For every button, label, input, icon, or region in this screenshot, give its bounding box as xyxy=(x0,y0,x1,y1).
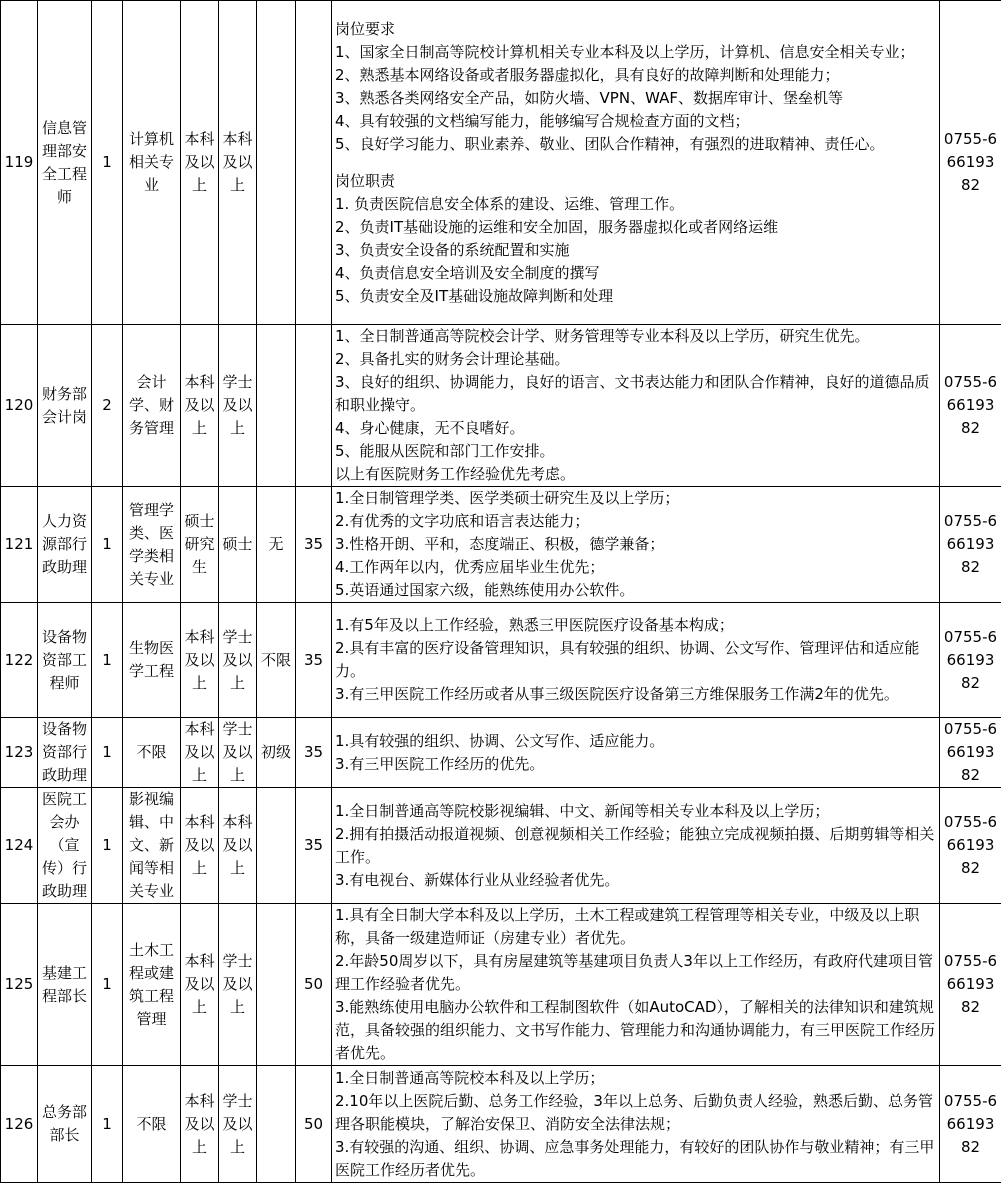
age-limit-cell: 35 xyxy=(296,788,332,904)
age-limit-cell: 35 xyxy=(296,487,332,603)
requirements-cell xyxy=(332,718,940,788)
requirement-line: 以上有医院财务工作经验优先考虑。 xyxy=(335,463,936,486)
degree-cell: 硕士 xyxy=(219,487,257,603)
requirement-line: 3.有三甲医院工作经历的优先。 xyxy=(335,753,936,776)
position-name-cell: 总务部部长 xyxy=(38,1066,92,1183)
job-number-cell: 122 xyxy=(1,603,38,718)
headcount-cell: 1 xyxy=(92,1,123,325)
headcount-cell: 1 xyxy=(92,603,123,718)
position-name-cell: 基建工程部长 xyxy=(38,904,92,1066)
requirement-line: 1、全日制普通高等院校会计学、财务管理等专业本科及以上学历，研究生优先。 xyxy=(335,325,936,348)
age-limit-cell: 35 xyxy=(296,718,332,788)
major-cell: 管理学类、医学类相关专业 xyxy=(123,487,181,603)
requirement-line: 1.有5年及以上工作经验，熟悉三甲医院医疗设备基本构成； xyxy=(335,614,936,637)
degree-cell: 学士及以上 xyxy=(219,1066,257,1183)
contact-phone-cell: 0755-66619382 xyxy=(940,325,1001,487)
requirement-line: 5、能服从医院和部门工作安排。 xyxy=(335,440,936,463)
requirement-line: 5、负责安全及IT基础设施故障判断和处理 xyxy=(335,285,936,308)
requirement-line: 1.全日制管理学类、医学类硕士研究生及以上学历； xyxy=(335,487,936,510)
requirement-line: 2.年龄50周岁以下，具有房屋建筑等基建项目负责人3年以上工作经历，有政府代建项目管理工作经验者优先。 xyxy=(335,950,936,996)
requirement-line: 3.能熟练使用电脑办公软件和工程制图软件（如AutoCAD），了解相关的法律知识和建筑规范，具备较强的组织能力、文书写作能力、管理能力和沟通协调能力，有三甲医院工作经历者优先。 xyxy=(335,996,936,1065)
professional-title-cell: 无 xyxy=(257,487,296,603)
requirement-line: 岗位要求 xyxy=(335,18,936,41)
requirement-line: 4、身心健康，无不良嗜好。 xyxy=(335,417,936,440)
headcount-cell: 1 xyxy=(92,718,123,788)
professional-title-cell xyxy=(257,904,296,1066)
requirement-line: 岗位职责 xyxy=(335,170,936,193)
education-cell: 本科及以上 xyxy=(181,1,219,325)
degree-cell: 本科及以上 xyxy=(219,788,257,904)
major-cell: 土木工程或建筑工程管理 xyxy=(123,904,181,1066)
requirement-line: 2、负责IT基础设施的运维和安全加固，服务器虚拟化或者网络运维 xyxy=(335,216,936,239)
contact-phone-cell: 0755-66619382 xyxy=(940,487,1001,603)
position-name-cell: 设备物资部行政助理 xyxy=(38,718,92,788)
table-row xyxy=(1,603,1001,718)
requirement-line: 2.拥有拍摄活动报道视频、创意视频相关工作经验；能独立完成视频拍摄、后期剪辑等相关工作。 xyxy=(335,823,936,869)
professional-title-cell xyxy=(257,788,296,904)
age-limit-cell: 50 xyxy=(296,1066,332,1183)
job-number-cell: 123 xyxy=(1,718,38,788)
contact-phone-cell: 0755-66619382 xyxy=(940,904,1001,1066)
job-number-cell: 124 xyxy=(1,788,38,904)
job-number-cell: 126 xyxy=(1,1066,38,1183)
position-name-cell: 财务部会计岗 xyxy=(38,325,92,487)
degree-cell: 学士及以上 xyxy=(219,603,257,718)
professional-title-cell: 初级 xyxy=(257,718,296,788)
education-cell: 本科及以上 xyxy=(181,603,219,718)
requirement-spacer xyxy=(335,156,936,170)
position-name-cell: 信息管理部安全工程师 xyxy=(38,1,92,325)
requirement-line: 3.有较强的沟通、组织、协调、应急事务处理能力，有较好的团队协作与敬业精神；有三甲医院工作经历者优先。 xyxy=(335,1136,936,1182)
table-row xyxy=(1,487,1001,603)
contact-phone-cell: 0755-66619382 xyxy=(940,788,1001,904)
major-cell: 影视编辑、中文、新闻等相关专业 xyxy=(123,788,181,904)
requirements-cell xyxy=(332,325,940,487)
requirement-line: 3.有三甲医院工作经历或者从事三级医院医疗设备第三方维保服务工作满2年的优先。 xyxy=(335,683,936,706)
table-row xyxy=(1,718,1001,788)
headcount-cell: 1 xyxy=(92,904,123,1066)
job-number-cell: 125 xyxy=(1,904,38,1066)
major-cell: 生物医学工程 xyxy=(123,603,181,718)
degree-cell: 学士及以上 xyxy=(219,904,257,1066)
table-row xyxy=(1,325,1001,487)
education-cell: 硕士研究生 xyxy=(181,487,219,603)
contact-phone-cell: 0755-66619382 xyxy=(940,1066,1001,1183)
education-cell: 本科及以上 xyxy=(181,904,219,1066)
requirement-line: 4、具有较强的文档编写能力，能够编写合规检查方面的文档； xyxy=(335,110,936,133)
education-cell: 本科及以上 xyxy=(181,325,219,487)
education-cell: 本科及以上 xyxy=(181,788,219,904)
degree-cell: 学士及以上 xyxy=(219,325,257,487)
job-number-cell: 121 xyxy=(1,487,38,603)
education-cell: 本科及以上 xyxy=(181,718,219,788)
requirement-line: 3.有电视台、新媒体行业从业经验者优先。 xyxy=(335,869,936,892)
requirements-cell xyxy=(332,487,940,603)
requirements-cell xyxy=(332,904,940,1066)
requirement-line: 1.具有较强的组织、协调、公文写作、适应能力。 xyxy=(335,730,936,753)
professional-title-cell xyxy=(257,1,296,325)
requirement-line: 1.全日制普通高等院校影视编辑、中文、新闻等相关专业本科及以上学历； xyxy=(335,800,936,823)
requirement-line: 4、负责信息安全培训及安全制度的撰写 xyxy=(335,262,936,285)
major-cell: 不限 xyxy=(123,1066,181,1183)
requirement-line: 2、具备扎实的财务会计理论基础。 xyxy=(335,348,936,371)
professional-title-cell: 不限 xyxy=(257,603,296,718)
requirements-cell xyxy=(332,603,940,718)
requirement-line: 1.具有全日制大学本科及以上学历，土木工程或建筑工程管理等相关专业，中级及以上职称，具备一级建造师证（房建专业）者优先。 xyxy=(335,904,936,950)
headcount-cell: 1 xyxy=(92,788,123,904)
requirements-cell xyxy=(332,1,940,325)
contact-phone-cell: 0755-66619382 xyxy=(940,1,1001,325)
position-name-cell: 人力资源部行政助理 xyxy=(38,487,92,603)
position-name-cell: 医院工会办（宣传）行政助理 xyxy=(38,788,92,904)
job-number-cell: 119 xyxy=(1,1,38,325)
major-cell: 会计学、财务管理 xyxy=(123,325,181,487)
table-row xyxy=(1,788,1001,904)
table-row xyxy=(1,1,1001,325)
age-limit-cell xyxy=(296,325,332,487)
requirement-line: 3、熟悉各类网络安全产品，如防火墙、VPN、WAF、数据库审计、堡垒机等 xyxy=(335,87,936,110)
requirement-line: 3、良好的组织、协调能力，良好的语言、文书表达能力和团队合作精神，良好的道德品质和职业操守。 xyxy=(335,371,936,417)
requirement-line: 2、熟悉基本网络设备或者服务器虚拟化，具有良好的故障判断和处理能力； xyxy=(335,64,936,87)
major-cell: 计算机相关专业 xyxy=(123,1,181,325)
age-limit-cell: 50 xyxy=(296,904,332,1066)
requirement-line: 3.性格开朗、平和，态度端正、积极，德学兼备； xyxy=(335,533,936,556)
requirement-line: 2.10年以上医院后勤、总务工作经验，3年以上总务、后勤负责人经验，熟悉后勤、总务管理各职能模块，了解治安保卫、消防安全法律法规； xyxy=(335,1090,936,1136)
position-name-cell: 设备物资部工程师 xyxy=(38,603,92,718)
contact-phone-cell: 0755-66619382 xyxy=(940,718,1001,788)
requirement-line: 2.有优秀的文字功底和语言表达能力； xyxy=(335,510,936,533)
requirement-line: 4.工作两年以内，优秀应届毕业生优先； xyxy=(335,556,936,579)
major-cell: 不限 xyxy=(123,718,181,788)
requirement-line: 1、国家全日制高等院校计算机相关专业本科及以上学历，计算机、信息安全相关专业； xyxy=(335,41,936,64)
requirements-cell xyxy=(332,788,940,904)
requirement-line: 2.具有丰富的医疗设备管理知识，具有较强的组织、协调、公文写作、管理评估和适应能力。 xyxy=(335,637,936,683)
table-row xyxy=(1,904,1001,1066)
requirements-cell xyxy=(332,1066,940,1183)
job-number-cell: 120 xyxy=(1,325,38,487)
headcount-cell: 1 xyxy=(92,487,123,603)
headcount-cell: 2 xyxy=(92,325,123,487)
age-limit-cell: 35 xyxy=(296,603,332,718)
headcount-cell: 1 xyxy=(92,1066,123,1183)
table-row xyxy=(1,1066,1001,1183)
requirement-line: 3、负责安全设备的系统配置和实施 xyxy=(335,239,936,262)
age-limit-cell xyxy=(296,1,332,325)
professional-title-cell xyxy=(257,325,296,487)
requirement-line: 1.全日制普通高等院校本科及以上学历； xyxy=(335,1067,936,1090)
requirement-line: 1. 负责医院信息安全体系的建设、运维、管理工作。 xyxy=(335,193,936,216)
professional-title-cell xyxy=(257,1066,296,1183)
requirement-line: 5、良好学习能力、职业素养、敬业、团队合作精神，有强烈的进取精神、责任心。 xyxy=(335,133,936,156)
table-body xyxy=(1,1,1001,1183)
education-cell: 本科及以上 xyxy=(181,1066,219,1183)
contact-phone-cell: 0755-66619382 xyxy=(940,603,1001,718)
requirement-line: 5.英语通过国家六级，能熟练使用办公软件。 xyxy=(335,579,936,602)
degree-cell: 本科及以上 xyxy=(219,1,257,325)
degree-cell: 学士及以上 xyxy=(219,718,257,788)
